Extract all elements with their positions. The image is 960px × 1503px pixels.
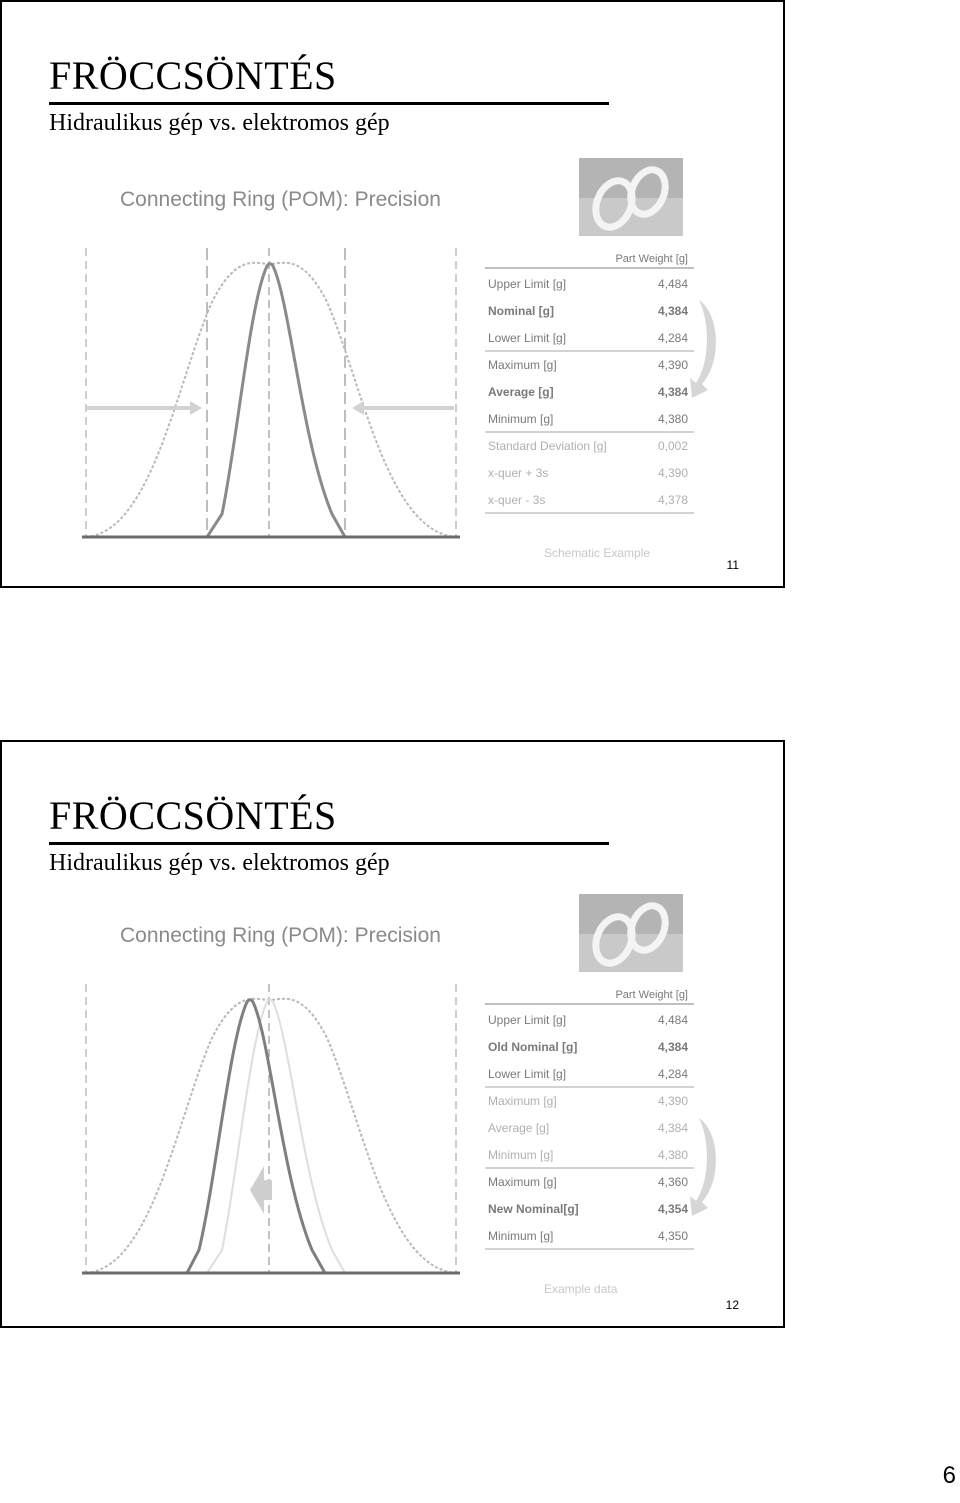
- table-row-value: 4,384: [657, 1121, 688, 1135]
- table-row-value: 4,384: [657, 1040, 688, 1054]
- table-row-value: 4,350: [657, 1229, 688, 1243]
- slide-title: FRÖCCSÖNTÉS: [49, 53, 337, 98]
- table-row-label: Average [g]: [488, 385, 554, 399]
- figure-footnote: Schematic Example: [544, 546, 651, 560]
- table-row-label: Old Nominal [g]: [488, 1040, 578, 1054]
- table-row-label: Maximum [g]: [488, 1094, 557, 1108]
- table-row-label: Average [g]: [488, 1121, 550, 1135]
- slide-title: FRÖCCSÖNTÉS: [49, 793, 337, 838]
- table-row-label: Minimum [g]: [488, 1229, 554, 1243]
- table-row-label: Lower Limit [g]: [488, 1067, 567, 1081]
- table-row-value: 4,284: [657, 331, 688, 345]
- curved-arrow-icon: [690, 300, 716, 398]
- table-row-value: 4,390: [657, 1094, 688, 1108]
- page-number: 6: [942, 1462, 956, 1489]
- table-row-label: Upper Limit [g]: [488, 277, 567, 291]
- weight-table: [485, 277, 694, 513]
- table-header: Part Weight [g]: [615, 989, 688, 1001]
- table-row-value: 4,360: [657, 1175, 688, 1189]
- table-row-value: 4,484: [657, 1013, 688, 1027]
- table-row-value: 4,284: [657, 1067, 688, 1081]
- table-row-label: Standard Deviation [g]: [488, 439, 607, 453]
- slide-number: 12: [725, 1298, 739, 1312]
- precision-figure: [2, 742, 783, 1326]
- table-row-label: x-quer - 3s: [488, 493, 546, 507]
- curved-arrow-icon: [690, 1118, 716, 1216]
- table-row-value: 4,384: [657, 304, 688, 318]
- precision-figure: [2, 2, 783, 586]
- table-row-value: 4,384: [657, 385, 688, 399]
- limit-lines: [86, 248, 456, 538]
- table-row-label: Nominal [g]: [488, 304, 554, 318]
- table-row-label: Maximum [g]: [488, 358, 557, 372]
- table-row-value: 4,390: [657, 466, 688, 480]
- table-row-value: 4,380: [657, 412, 688, 426]
- slide-12: [0, 740, 785, 1328]
- wide-distribution-curve: [86, 999, 456, 1273]
- narrow-distribution-curve: [207, 264, 345, 537]
- table-row-value: 4,354: [657, 1202, 688, 1216]
- table-row-value: 4,378: [657, 493, 688, 507]
- table-row-label: Upper Limit [g]: [488, 1013, 567, 1027]
- table-row-label: x-quer + 3s: [488, 466, 549, 480]
- figure-title: Connecting Ring (POM): Precision: [120, 188, 441, 211]
- limit-lines: [86, 984, 456, 1274]
- slide-number: 11: [726, 558, 739, 572]
- table-row-label: Maximum [g]: [488, 1175, 557, 1189]
- wide-distribution-curve: [86, 263, 456, 537]
- slide-11: [0, 0, 785, 588]
- slide-subtitle: Hidraulikus gép vs. elektromos gép: [49, 110, 390, 136]
- table-row-value: 4,380: [657, 1148, 688, 1162]
- old-distribution-curve: [207, 1000, 345, 1273]
- table-row-label: Lower Limit [g]: [488, 331, 567, 345]
- ring-photo: [579, 894, 683, 972]
- table-row-label: Minimum [g]: [488, 1148, 554, 1162]
- weight-table: [485, 1013, 694, 1249]
- table-row-label: New Nominal[g]: [488, 1202, 579, 1216]
- table-row-value: 4,484: [657, 277, 688, 291]
- table-row-label: Minimum [g]: [488, 412, 554, 426]
- slide-subtitle: Hidraulikus gép vs. elektromos gép: [49, 850, 390, 876]
- figure-title: Connecting Ring (POM): Precision: [120, 924, 441, 947]
- ring-photo: [579, 158, 683, 236]
- table-header: Part Weight [g]: [615, 253, 688, 265]
- narrowing-arrows: [87, 401, 454, 415]
- table-row-value: 4,390: [657, 358, 688, 372]
- figure-footnote: Example data: [544, 1282, 618, 1296]
- table-row-value: 0,002: [657, 439, 688, 453]
